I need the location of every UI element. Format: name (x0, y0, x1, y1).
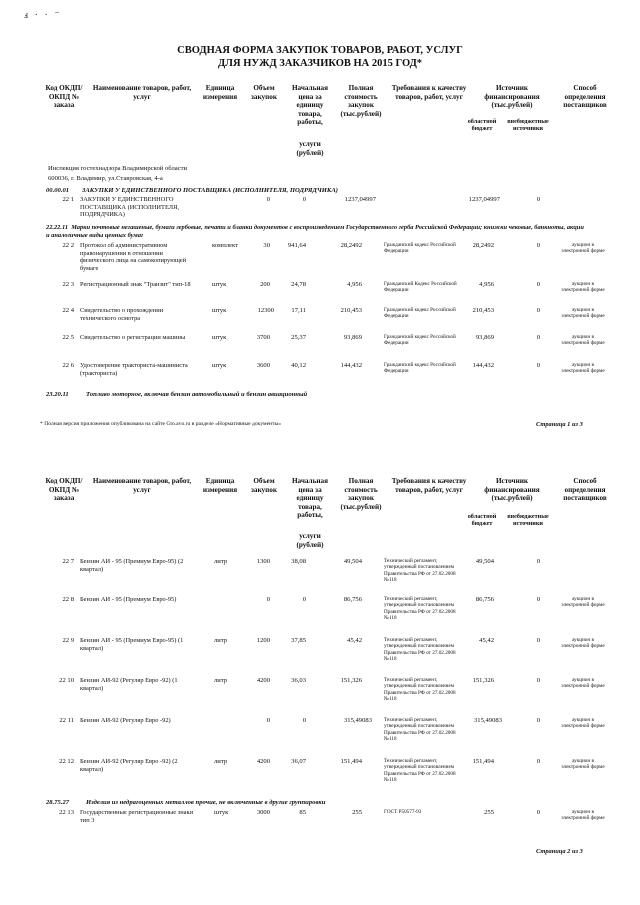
row-extra: 0 (536, 809, 540, 816)
row-unit: литр (214, 637, 228, 644)
row-number: 22 8 (62, 596, 74, 603)
row-number: 22 6 (62, 362, 74, 369)
row-volume: 30 (263, 242, 270, 249)
row-number: 22 5 (62, 334, 74, 341)
header-name: Наименование товаров, работ, услуг (92, 84, 192, 101)
row-requirements: Гражданский Кодекс Российской Федерации (384, 281, 457, 294)
row-number: 22 1 (62, 196, 74, 203)
header-volume: Объем закупок (251, 84, 277, 101)
group-code: 00.00.01 (46, 187, 70, 194)
header-source-regional: областной бюджет (467, 118, 497, 133)
row-regional: 144,432 (472, 362, 494, 369)
row-price: 38,08 (291, 558, 306, 565)
row-regional: 49,504 (475, 558, 494, 565)
row-method: аукцион в электронной форме (561, 334, 605, 347)
row-price: 40,12 (291, 362, 306, 369)
header-volume: Объем закупок (251, 477, 277, 494)
group-code: 28.75.27 (46, 799, 70, 806)
row-requirements: ГОСТ Р50577-93 (384, 809, 422, 815)
header-requirements: Требования к качеству товаров, работ, услуг (391, 84, 467, 101)
row-method: аукцион в электронной форме (561, 242, 605, 255)
row-price: 0 (302, 596, 306, 603)
row-number: 22 9 (62, 637, 74, 644)
header-full-cost: Полная стоимость закупок (тыс.рублей) (340, 84, 382, 118)
row-volume: 200 (260, 281, 270, 288)
row-extra: 0 (536, 677, 540, 684)
row-name: ЗАКУПКИ У ЕДИНСТВЕННОГО ПОСТАВЩИКА (ИСПОЛНИТЕЛЯ, ПОДРЯДЧИКА) (80, 196, 179, 219)
row-volume: 3700 (256, 334, 270, 341)
row-price: 24,78 (291, 281, 306, 288)
document-title-line1: СВОДНАЯ ФОРМА ЗАКУПОК ТОВАРОВ, РАБОТ, УСЛУГ (177, 45, 463, 56)
header-source-extra: внебюджетные источники (507, 118, 549, 133)
row-regional: 45,42 (479, 637, 494, 644)
row-unit: штук (212, 307, 227, 314)
row-name: Бензин АИ - 95 (Премиум Евро-95) (1 квартал) (80, 637, 184, 652)
row-regional: 4,956 (479, 281, 494, 288)
row-name: Бензин АИ - 95 (Премиум Евро-95) (2 квартал) (80, 558, 184, 573)
row-price: 36,07 (291, 758, 306, 765)
group-title: Топливо моторное, включая бензин автомобильный и бензин авиационный (86, 391, 308, 398)
header-services: услуги (рублей) (296, 532, 324, 549)
row-extra: 0 (536, 717, 540, 724)
footnote: * Полная версия приложения опубликована на сайте Gto.avo.ru в разделе «Нормативные документы» (40, 421, 282, 427)
row-volume: 1300 (256, 558, 270, 565)
header-services: услуги (рублей) (296, 140, 324, 157)
row-extra: 0 (536, 281, 540, 288)
header-start-price: Начальная цена за единицу товара, работы, (291, 477, 329, 520)
row-cost: 151,326 (340, 677, 362, 684)
row-volume: 0 (266, 196, 270, 203)
row-price: 0 (302, 717, 306, 724)
row-extra: 0 (536, 334, 540, 341)
row-method: аукцион в электронной форме (561, 809, 605, 822)
header-source-regional: областной бюджет (467, 513, 497, 528)
row-cost: 28,2492 (340, 242, 362, 249)
row-name: Бензин АИ-92 (Регуляр Евро -92) (2 квартал) (80, 758, 178, 773)
row-requirements: Технический регламент, утвержденный постановлением Правительства РФ от 27.02.2008 №118 (384, 677, 456, 702)
row-name: Бензин АИ-92 (Регуляр Евро -92) (80, 717, 171, 724)
row-method: аукцион в электронной форме (561, 281, 605, 294)
row-volume: 4200 (256, 677, 270, 684)
row-method: аукцион в электронной форме (561, 677, 605, 690)
row-cost: 144,432 (340, 362, 362, 369)
group-title: Марки почтовые негашеные, бумаги гербовые, печати и бланки документов с воспроизведением Государственного герба Российской Федерации; книжки чековые, банкноты, акции и аналогичные виды ценных бумаг (46, 224, 584, 239)
row-extra: 0 (536, 637, 540, 644)
row-requirements: Технический регламент, утвержденный постановлением Правительства РФ от 27.02.2008 №118 (384, 758, 456, 783)
row-requirements: Гражданский кодекс Российской Федерации (384, 334, 456, 347)
row-price: 0 (302, 196, 306, 203)
row-number: 22 13 (59, 809, 74, 816)
row-regional: 315,49083 (473, 717, 502, 724)
row-cost: 45,42 (347, 637, 362, 644)
row-extra: 0 (536, 307, 540, 314)
row-cost: 1237,04997 (344, 196, 376, 203)
header-name: Наименование товаров, работ, услуг (92, 477, 192, 494)
row-price: 25,37 (291, 334, 306, 341)
row-price: 85 (299, 809, 306, 816)
row-price: 941,64 (287, 242, 306, 249)
row-name: Свидетельство о регистрации машины (80, 334, 186, 341)
row-extra: 0 (536, 196, 540, 203)
row-regional: 210,453 (472, 307, 494, 314)
row-method: аукцион в электронной форме (561, 758, 605, 771)
row-number: 22 2 (62, 242, 74, 249)
row-unit: литр (214, 758, 228, 765)
row-requirements: Гражданский кодекс Российской Федерации (384, 362, 456, 375)
row-method: аукцион в электронной форме (561, 362, 605, 375)
row-unit: комплект (212, 242, 238, 249)
group-title: Изделия из недрагоценных металлов прочие, не включенные в другие группировки (86, 799, 326, 806)
row-number: 22 3 (62, 281, 74, 288)
row-volume: 12300 (257, 307, 274, 314)
row-price: 36,03 (291, 677, 306, 684)
row-method: аукцион в электронной форме (561, 717, 605, 730)
row-number: 22 10 (59, 677, 74, 684)
org-name: Инспекция гостехнадзора Владимирской области (48, 165, 187, 172)
row-method: аукцион в электронной форме (561, 637, 605, 650)
row-unit: штук (212, 362, 227, 369)
row-extra: 0 (536, 596, 540, 603)
header-source: Источник финансирования (тыс.рублей) (484, 84, 540, 110)
org-address: 600036, г. Владимир, ул.Ставровская, 4-а (48, 175, 163, 182)
row-price: 17,11 (291, 307, 306, 314)
header-source-extra: внебюджетные источники (507, 513, 549, 528)
header-code: Код ОКДП/ ОКПД № заказа (45, 84, 83, 110)
row-extra: 0 (536, 758, 540, 765)
row-unit: штук (212, 334, 227, 341)
row-method: аукцион в электронной форме (561, 307, 605, 320)
page-number: Страница 1 из 3 (536, 421, 583, 428)
row-unit: литр (214, 677, 228, 684)
row-extra: 0 (536, 242, 540, 249)
row-cost: 93,869 (343, 334, 362, 341)
row-method: аукцион в электронной форме (561, 596, 605, 609)
row-cost: 315,49083 (343, 717, 372, 724)
row-regional: 28,2492 (472, 242, 494, 249)
row-regional: 255 (484, 809, 494, 816)
row-volume: 1200 (256, 637, 270, 644)
row-regional: 86,756 (475, 596, 494, 603)
row-requirements: Технический регламент, утвержденный постановлением Правительства РФ от 27.02.2008 №118 (384, 637, 456, 662)
header-full-cost: Полная стоимость закупок (тыс.рублей) (340, 477, 382, 511)
row-name: Протокол об административном правонарушении в отношении физического лица на самокопирующей бумаге (80, 242, 187, 272)
row-volume: 0 (266, 717, 270, 724)
row-cost: 86,756 (343, 596, 362, 603)
header-method: Способ определения поставщиков (563, 477, 607, 503)
row-number: 22 4 (62, 307, 74, 314)
header-unit: Единица измерения (202, 477, 238, 494)
group-block (46, 224, 586, 239)
row-requirements: Технический регламент, утвержденный постановлением Правительства РФ от 27.02.2008 №118 (384, 596, 456, 621)
row-extra: 0 (536, 558, 540, 565)
row-requirements: Гражданский кодекс Российской Федерации (384, 242, 456, 255)
row-cost: 210,453 (340, 307, 362, 314)
row-name: Удостоверение тракториста-машиниста (тракториста) (80, 362, 188, 377)
row-volume: 3000 (256, 809, 270, 816)
group-title: ЗАКУПКИ У ЕДИНСТВЕННОГО ПОСТАВЩИКА (ИСПОЛНИТЕЛЯ, ПОДРЯДЧИКА) (82, 187, 338, 194)
row-cost: 255 (352, 809, 362, 816)
header-source: Источник финансирования (тыс.рублей) (484, 477, 540, 503)
row-number: 22 11 (59, 717, 74, 724)
row-unit: штук (214, 809, 229, 816)
row-name: Свидетельство о прохождении технического осмотра (80, 307, 164, 322)
row-name: Бензин АИ - 95 (Премиум Евро-95) (80, 596, 177, 603)
row-requirements: Гражданский кодекс Российской Федерации (384, 307, 456, 320)
row-regional: 93,869 (475, 334, 494, 341)
row-volume: 0 (266, 596, 270, 603)
row-number: 22 7 (62, 558, 74, 565)
header-requirements: Требования к качеству товаров, работ, услуг (391, 477, 467, 494)
row-unit: литр (214, 558, 228, 565)
header-method: Способ определения поставщиков (563, 84, 607, 110)
row-regional: 1237,04997 (468, 196, 500, 203)
scan-mark: ⅎ · · ⁻ (24, 10, 62, 21)
row-extra: 0 (536, 362, 540, 369)
row-volume: 4200 (256, 758, 270, 765)
header-unit: Единица измерения (202, 84, 238, 101)
row-name: Бензин АИ-92 (Регуляр Евро -92) (1 квартал) (80, 677, 178, 692)
row-cost: 151,494 (340, 758, 362, 765)
group-code: 22.22.11 (46, 224, 69, 231)
page-number: Страница 2 из 3 (536, 848, 583, 855)
header-code: Код ОКДП/ ОКПД № заказа (45, 477, 83, 503)
row-number: 22 12 (59, 758, 74, 765)
group-code: 23.20.11 (46, 391, 69, 398)
row-name: Регистрационный знак "Транзит" тип-18 (80, 281, 191, 288)
row-price: 37,85 (291, 637, 306, 644)
row-regional: 151,326 (472, 677, 494, 684)
row-requirements: Технический регламент, утвержденный постановлением Правительства РФ от 27.02.2008 №118 (384, 558, 456, 583)
row-requirements: Технический регламент, утвержденный постановлением Правительства РФ от 27.02.2008 №118 (384, 717, 456, 742)
document-title-line2: ДЛЯ НУЖД ЗАКАЗЧИКОВ НА 2015 ГОД* (217, 58, 423, 69)
header-start-price: Начальная цена за единицу товара, работы, (291, 84, 329, 127)
row-name: Государственные регистрационные знаки тип 3 (80, 809, 194, 824)
row-cost: 49,504 (343, 558, 362, 565)
row-cost: 4,956 (347, 281, 362, 288)
row-volume: 3600 (256, 362, 270, 369)
row-unit: штук (212, 281, 227, 288)
row-regional: 151,494 (472, 758, 494, 765)
